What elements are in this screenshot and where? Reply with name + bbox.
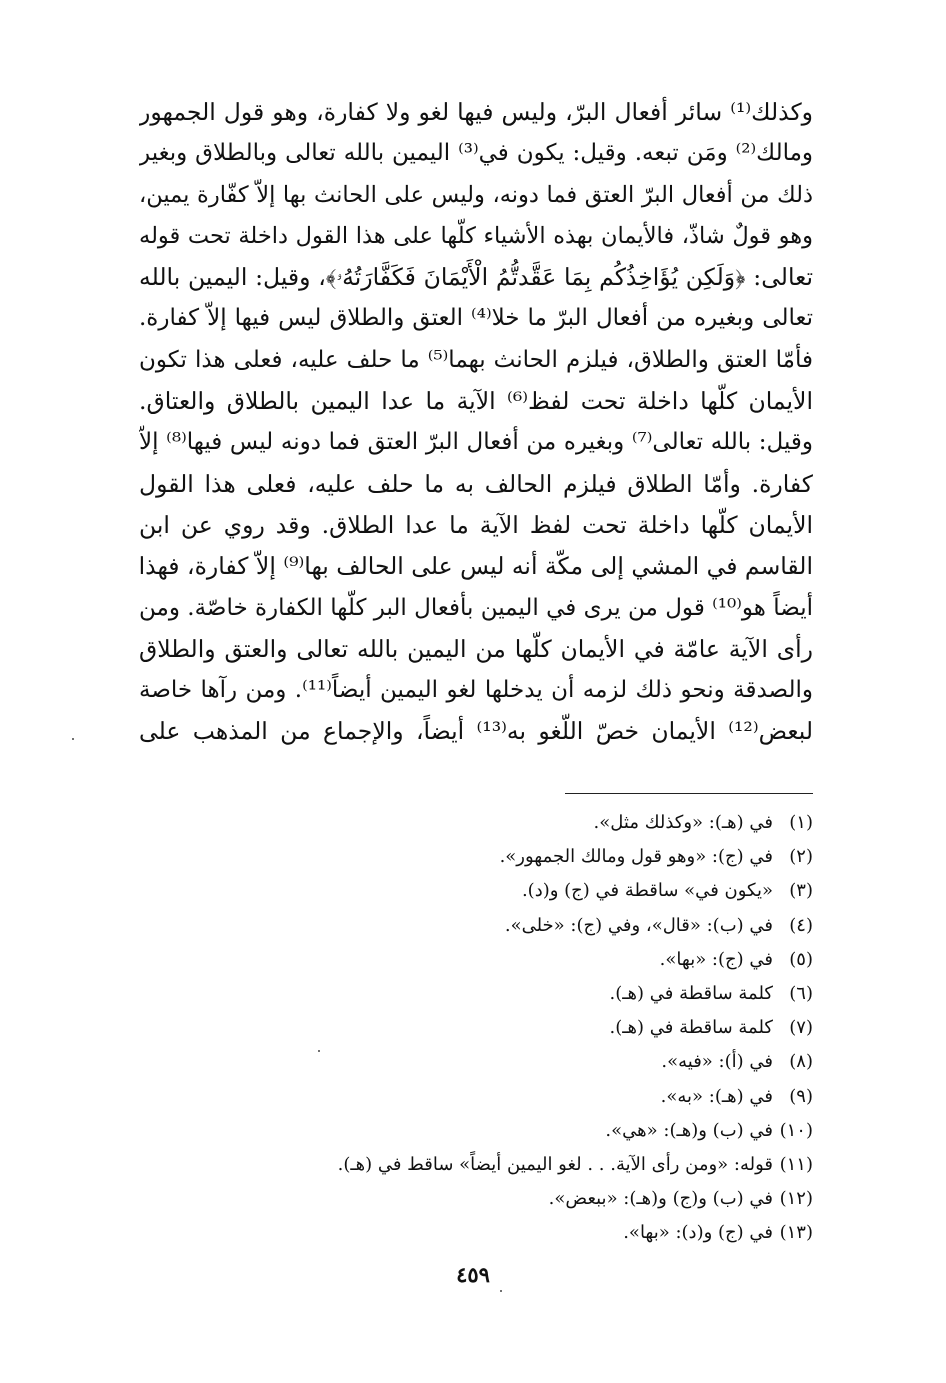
footnote bbox=[139, 943, 813, 977]
main-text-line: ذلك من أفعال البرّ العتق فما دونه، وليس على الحانث بها إلاّ كفّارة يمين، bbox=[139, 181, 813, 208]
footnote-number: (٢) bbox=[789, 846, 813, 868]
main-text-line: فأمّا العتق والطلاق، فيلزم الحانث بهما⁽⁵⁾ ما حلف عليه، فعلى هذا تكون bbox=[139, 346, 813, 373]
footnote bbox=[139, 1182, 813, 1216]
main-text-line: القاسم في المشي إلى مكّة أنه ليس على الحالف بها⁽⁹⁾ إلاّ كفارة، فهذا bbox=[139, 552, 813, 581]
footnote-number: (١١) bbox=[779, 1153, 813, 1175]
footnote-text: في (ب) و(هـ): «هي». bbox=[605, 1119, 773, 1141]
footnote-text: في (أ): «فيه». bbox=[661, 1051, 773, 1073]
footnote-text: كلمة ساقطة في (هـ). bbox=[609, 982, 773, 1004]
footnote-text: في (ب) و(ج) و(هـ): «ببعض». bbox=[548, 1188, 773, 1210]
main-text-line: وقيل: بالله تعالى⁽⁷⁾ وبغيره من أفعال البرّ العتق فما دونه ليس فيها⁽⁸⁾ إلاّ bbox=[139, 429, 813, 456]
footnote bbox=[139, 977, 813, 1011]
footnote bbox=[139, 909, 813, 943]
footnote-number: (١٠) bbox=[779, 1119, 813, 1141]
footnotes-block bbox=[139, 806, 813, 1250]
footnote-number: (٨) bbox=[789, 1051, 813, 1073]
main-text-line: الأيمان كلّها داخلة تحت لفظ الآية ما عدا الطلاق. وقد روي عن ابن bbox=[139, 510, 813, 539]
main-text-line: وهو قولٌ شاذّ، فالأيمان بهذه الأشياء كلّها على هذا القول داخلة تحت قوله bbox=[139, 222, 813, 249]
footnote-number: (٧) bbox=[789, 1017, 813, 1039]
footnote bbox=[139, 1114, 813, 1148]
main-text-line: لبعض⁽¹²⁾ الأيمان خصّ اللّغو به⁽¹³⁾ أيضاً، والإجماع من المذهب على bbox=[139, 717, 813, 746]
main-text-line: والصدقة ونحو ذلك لزمه أن يدخلها لغو اليمين أيضاً⁽¹¹⁾. ومن رآها خاصة bbox=[139, 677, 813, 704]
scan-speck bbox=[500, 1290, 502, 1292]
footnote bbox=[139, 1045, 813, 1079]
footnote-number: (١٣) bbox=[779, 1222, 813, 1244]
footnote-number: (٣) bbox=[789, 880, 813, 902]
footnote-text: «يكون في» ساقطة في (ج) و(د). bbox=[521, 880, 773, 902]
main-text-line: تعالى وبغيره من أفعال البرّ ما خلا⁽⁴⁾ العتق والطلاق ليس فيها إلاّ كفارة. bbox=[139, 305, 813, 332]
footnote-text: في (ج): «وهو قول ومالك الجمهور». bbox=[499, 846, 773, 868]
footnote-text: قوله: «ومن رأى الآية. . . لغو اليمين أيضاً» ساقط في (هـ). bbox=[337, 1153, 773, 1175]
footnote-text: كلمة ساقطة في (هـ). bbox=[609, 1017, 773, 1039]
footnote-number: (١٢) bbox=[779, 1188, 813, 1210]
footnote bbox=[139, 840, 813, 874]
footnote bbox=[139, 1148, 813, 1182]
page-number: ٤٥٩ bbox=[456, 1262, 490, 1287]
footnote-text: في (هـ): «وكذلك مثل». bbox=[593, 812, 773, 833]
main-text-line: ومالك⁽²⁾ ومَن تبعه. وقيل: يكون في⁽³⁾ اليمين بالله تعالى وبالطلاق وبغير bbox=[139, 140, 813, 167]
footnote-text: في (ب): «قال»، وفي (ج): «خلى». bbox=[504, 914, 773, 936]
footnote-number: (٥) bbox=[789, 948, 813, 970]
footnote-text: في (هـ): «به». bbox=[660, 1085, 773, 1107]
footnote bbox=[139, 1080, 813, 1114]
main-text-line: الأيمان كلّها داخلة تحت لفظ⁽⁶⁾ الآية ما عدا اليمين بالطلاق والعتاق. bbox=[139, 387, 813, 416]
main-text-line: وكذلك⁽¹⁾ سائر أفعال البرّ، وليس فيها لغو ولا كفارة، وهو قول الجمهور bbox=[139, 98, 813, 126]
main-text-line: كفارة. وأمّا الطلاق فيلزم الحالف به ما حلف عليه، فعلى هذا القول bbox=[139, 469, 813, 498]
footnote bbox=[139, 806, 813, 840]
footnote bbox=[139, 1011, 813, 1045]
footnote bbox=[139, 874, 813, 908]
footnote bbox=[139, 1216, 813, 1250]
scan-speck bbox=[318, 1050, 320, 1052]
main-text-line: رأى الآية عامّة في الأيمان كلّها من اليمين بالله تعالى والعتق والطلاق bbox=[139, 634, 813, 663]
main-text-line: تعالى: ﴿وَلَكِن يُؤَاخِذُكُم بِمَا عَقَّدتُّمُ الْأَيْمَانَ فَكَفَّارَتُهُۥ﴾، وقيل: اليمين بالله bbox=[139, 263, 813, 292]
footnote-text: في (ج): «بها». bbox=[659, 948, 773, 970]
main-text-line: أيضاً هو⁽¹⁰⁾ قول من يرى في اليمين بأفعال البر كلّها الكفارة خاصّة. ومن bbox=[139, 594, 813, 621]
main-text-block bbox=[139, 92, 813, 753]
footnote-number: (٦) bbox=[789, 982, 813, 1004]
footnote-number: (٩) bbox=[789, 1085, 813, 1107]
footnote-number: (٤) bbox=[789, 914, 813, 936]
scan-speck bbox=[72, 738, 74, 740]
footnote-number: (١) bbox=[789, 812, 813, 833]
footnote-separator bbox=[565, 793, 813, 794]
footnote-text: في (ج) و(د): «بها». bbox=[623, 1222, 773, 1244]
